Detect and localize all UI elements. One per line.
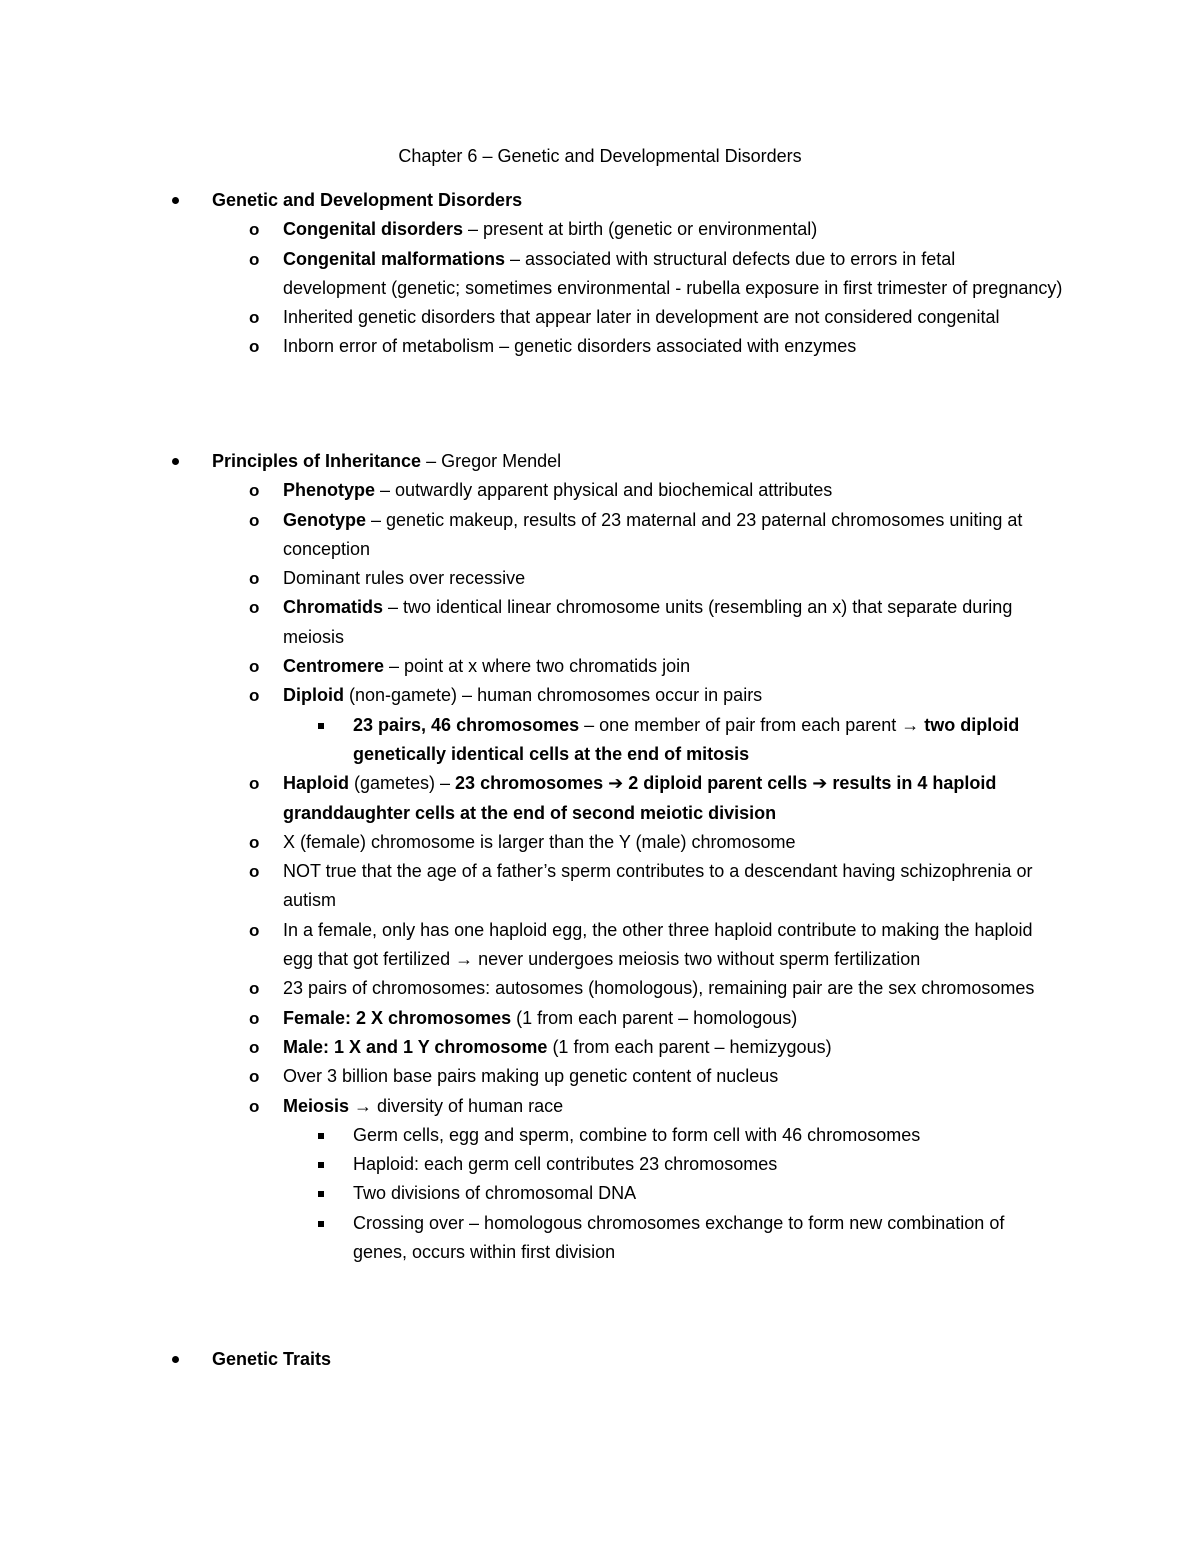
list-item — [0, 476, 1063, 505]
circle-bullet-icon: o — [249, 598, 260, 618]
item-text: X (female) chromosome is larger than the Y (male) chromosome — [283, 831, 796, 852]
list-item — [0, 215, 1063, 244]
item-text: Inherited genetic disorders that appear later in development are not considered congenital — [283, 307, 1000, 328]
definition: – one member of pair from each parent → — [579, 714, 925, 735]
term: Congenital malformations — [283, 248, 506, 269]
page-title: Chapter 6 – Genetic and Developmental Disorders — [398, 146, 802, 166]
list-item — [0, 332, 1063, 361]
bullet-icon — [172, 197, 179, 204]
definition: (1 from each parent – hemizygous) — [547, 1036, 832, 1057]
item-text: Two divisions of chromosomal DNA — [353, 1183, 637, 1204]
sub-list-item — [0, 1209, 1063, 1268]
item-text: NOT true that the age of a father’s sperm contributes to a descendant having schizophrenia or autism — [283, 861, 1033, 911]
square-bullet-icon — [318, 1133, 324, 1139]
list-item — [0, 1062, 1063, 1091]
definition: (non-gamete) – human chromosomes occur in pairs — [344, 685, 763, 706]
term: 23 pairs, 46 chromosomes — [353, 714, 580, 735]
bullet-icon — [172, 1356, 179, 1363]
term: Phenotype — [283, 480, 376, 501]
definition: – genetic makeup, results of 23 maternal and 23 paternal chromosomes uniting at conception — [283, 509, 1023, 559]
sub-list-item — [0, 1121, 1063, 1150]
definition: – present at birth (genetic or environmental) — [463, 219, 818, 240]
list-item — [0, 564, 1063, 593]
list-item — [0, 506, 1063, 565]
definition: – associated with structural defects due to errors in fetal development (genetic; sometimes environmental - rubella exposure in first trimester of pregnancy) — [283, 248, 1063, 298]
definition: (1 from each parent – homologous) — [511, 1007, 798, 1028]
definition: – two identical linear chromosome units (resembling an x) that separate during meiosis — [283, 597, 1013, 647]
list-item-level1 — [0, 447, 1200, 476]
term: Meiosis — [283, 1095, 350, 1116]
square-bullet-icon — [318, 1221, 324, 1227]
circle-bullet-icon: o — [249, 337, 260, 357]
circle-bullet-icon: o — [249, 569, 260, 589]
square-bullet-icon — [318, 723, 324, 729]
list-item — [0, 769, 1063, 828]
term: Centromere — [283, 656, 385, 677]
list-item — [0, 1092, 1063, 1121]
circle-bullet-icon: o — [249, 979, 260, 999]
circle-bullet-icon: o — [249, 220, 260, 240]
circle-bullet-icon: o — [249, 920, 260, 940]
circle-bullet-icon: o — [249, 249, 260, 269]
circle-bullet-icon: o — [249, 657, 260, 677]
section-genetic-traits — [0, 1345, 1200, 1374]
list-item-level1 — [0, 1345, 1200, 1374]
section-heading: Principles of Inheritance — [212, 451, 422, 471]
list-item — [0, 857, 1063, 916]
list-item — [0, 828, 1063, 857]
list-item — [0, 916, 1063, 975]
term: Chromatids — [283, 597, 384, 618]
term: Male: 1 X and 1 Y chromosome — [283, 1036, 548, 1057]
circle-bullet-icon: o — [249, 1067, 260, 1087]
term-result: two diploid genetically identical cells at the end of mitosis — [353, 714, 1020, 764]
circle-bullet-icon: o — [249, 1096, 260, 1116]
circle-bullet-icon: o — [249, 1037, 260, 1057]
circle-bullet-icon: o — [249, 862, 260, 882]
circle-bullet-icon: o — [249, 832, 260, 852]
circle-bullet-icon: o — [249, 1008, 260, 1028]
definition: → diversity of human race — [349, 1095, 564, 1116]
item-text: Haploid: each germ cell contributes 23 chromosomes — [353, 1154, 778, 1175]
term: Congenital disorders — [283, 219, 464, 240]
item-text: Inborn error of metabolism – genetic disorders associated with enzymes — [283, 336, 857, 357]
circle-bullet-icon: o — [249, 308, 260, 328]
item-text: 23 pairs of chromosomes: autosomes (homologous), remaining pair are the sex chromosomes — [283, 978, 1035, 999]
item-text: Crossing over – homologous chromosomes exchange to form new combination of genes, occurs within first division — [353, 1212, 1005, 1263]
section-heading-rest: – Gregor Mendel — [421, 451, 562, 471]
square-bullet-icon — [318, 1162, 324, 1168]
term-result: 23 chromosomes ➔ 2 diploid parent cells ➔ results in 4 haploid granddaughter cells at the end of second meiotic division — [283, 773, 997, 823]
list-item — [0, 1033, 1063, 1062]
list-item — [0, 245, 1063, 304]
bullet-icon — [172, 458, 179, 465]
term: Haploid — [283, 773, 349, 794]
item-text: Dominant rules over recessive — [283, 568, 526, 589]
circle-bullet-icon: o — [249, 510, 260, 530]
section-heading: Genetic and Development Disorders — [212, 190, 523, 210]
list-item — [0, 652, 1063, 681]
sub-list-item — [0, 711, 1063, 770]
sub-list-item — [0, 1179, 1063, 1208]
sub-list-item — [0, 1150, 1063, 1179]
section-principles-of-inheritance — [0, 447, 1200, 1267]
list-item — [0, 1004, 1063, 1033]
circle-bullet-icon: o — [249, 686, 260, 706]
definition: – outwardly apparent physical and biochemical attributes — [375, 480, 833, 501]
list-item — [0, 974, 1063, 1003]
list-item — [0, 681, 1063, 710]
item-text: In a female, only has one haploid egg, the other three haploid contribute to making the haploid egg that got fertilized → never undergoes meiosis two without sperm fertilization — [283, 919, 1033, 970]
term: Diploid — [283, 685, 344, 706]
item-text: Over 3 billion base pairs making up genetic content of nucleus — [283, 1066, 779, 1087]
term: Genotype — [283, 509, 367, 530]
list-item — [0, 303, 1063, 332]
section-heading: Genetic Traits — [212, 1349, 332, 1369]
item-text: Germ cells, egg and sperm, combine to form cell with 46 chromosomes — [353, 1124, 921, 1145]
section-genetic-development-disorders — [0, 186, 1200, 362]
square-bullet-icon — [318, 1191, 324, 1197]
circle-bullet-icon: o — [249, 774, 260, 794]
definition: – point at x where two chromatids join — [384, 656, 691, 677]
term: Female: 2 X chromosomes — [283, 1007, 512, 1028]
definition: (gametes) – — [349, 773, 456, 794]
list-item — [0, 593, 1063, 652]
list-item-level1 — [0, 186, 1200, 215]
circle-bullet-icon: o — [249, 481, 260, 501]
